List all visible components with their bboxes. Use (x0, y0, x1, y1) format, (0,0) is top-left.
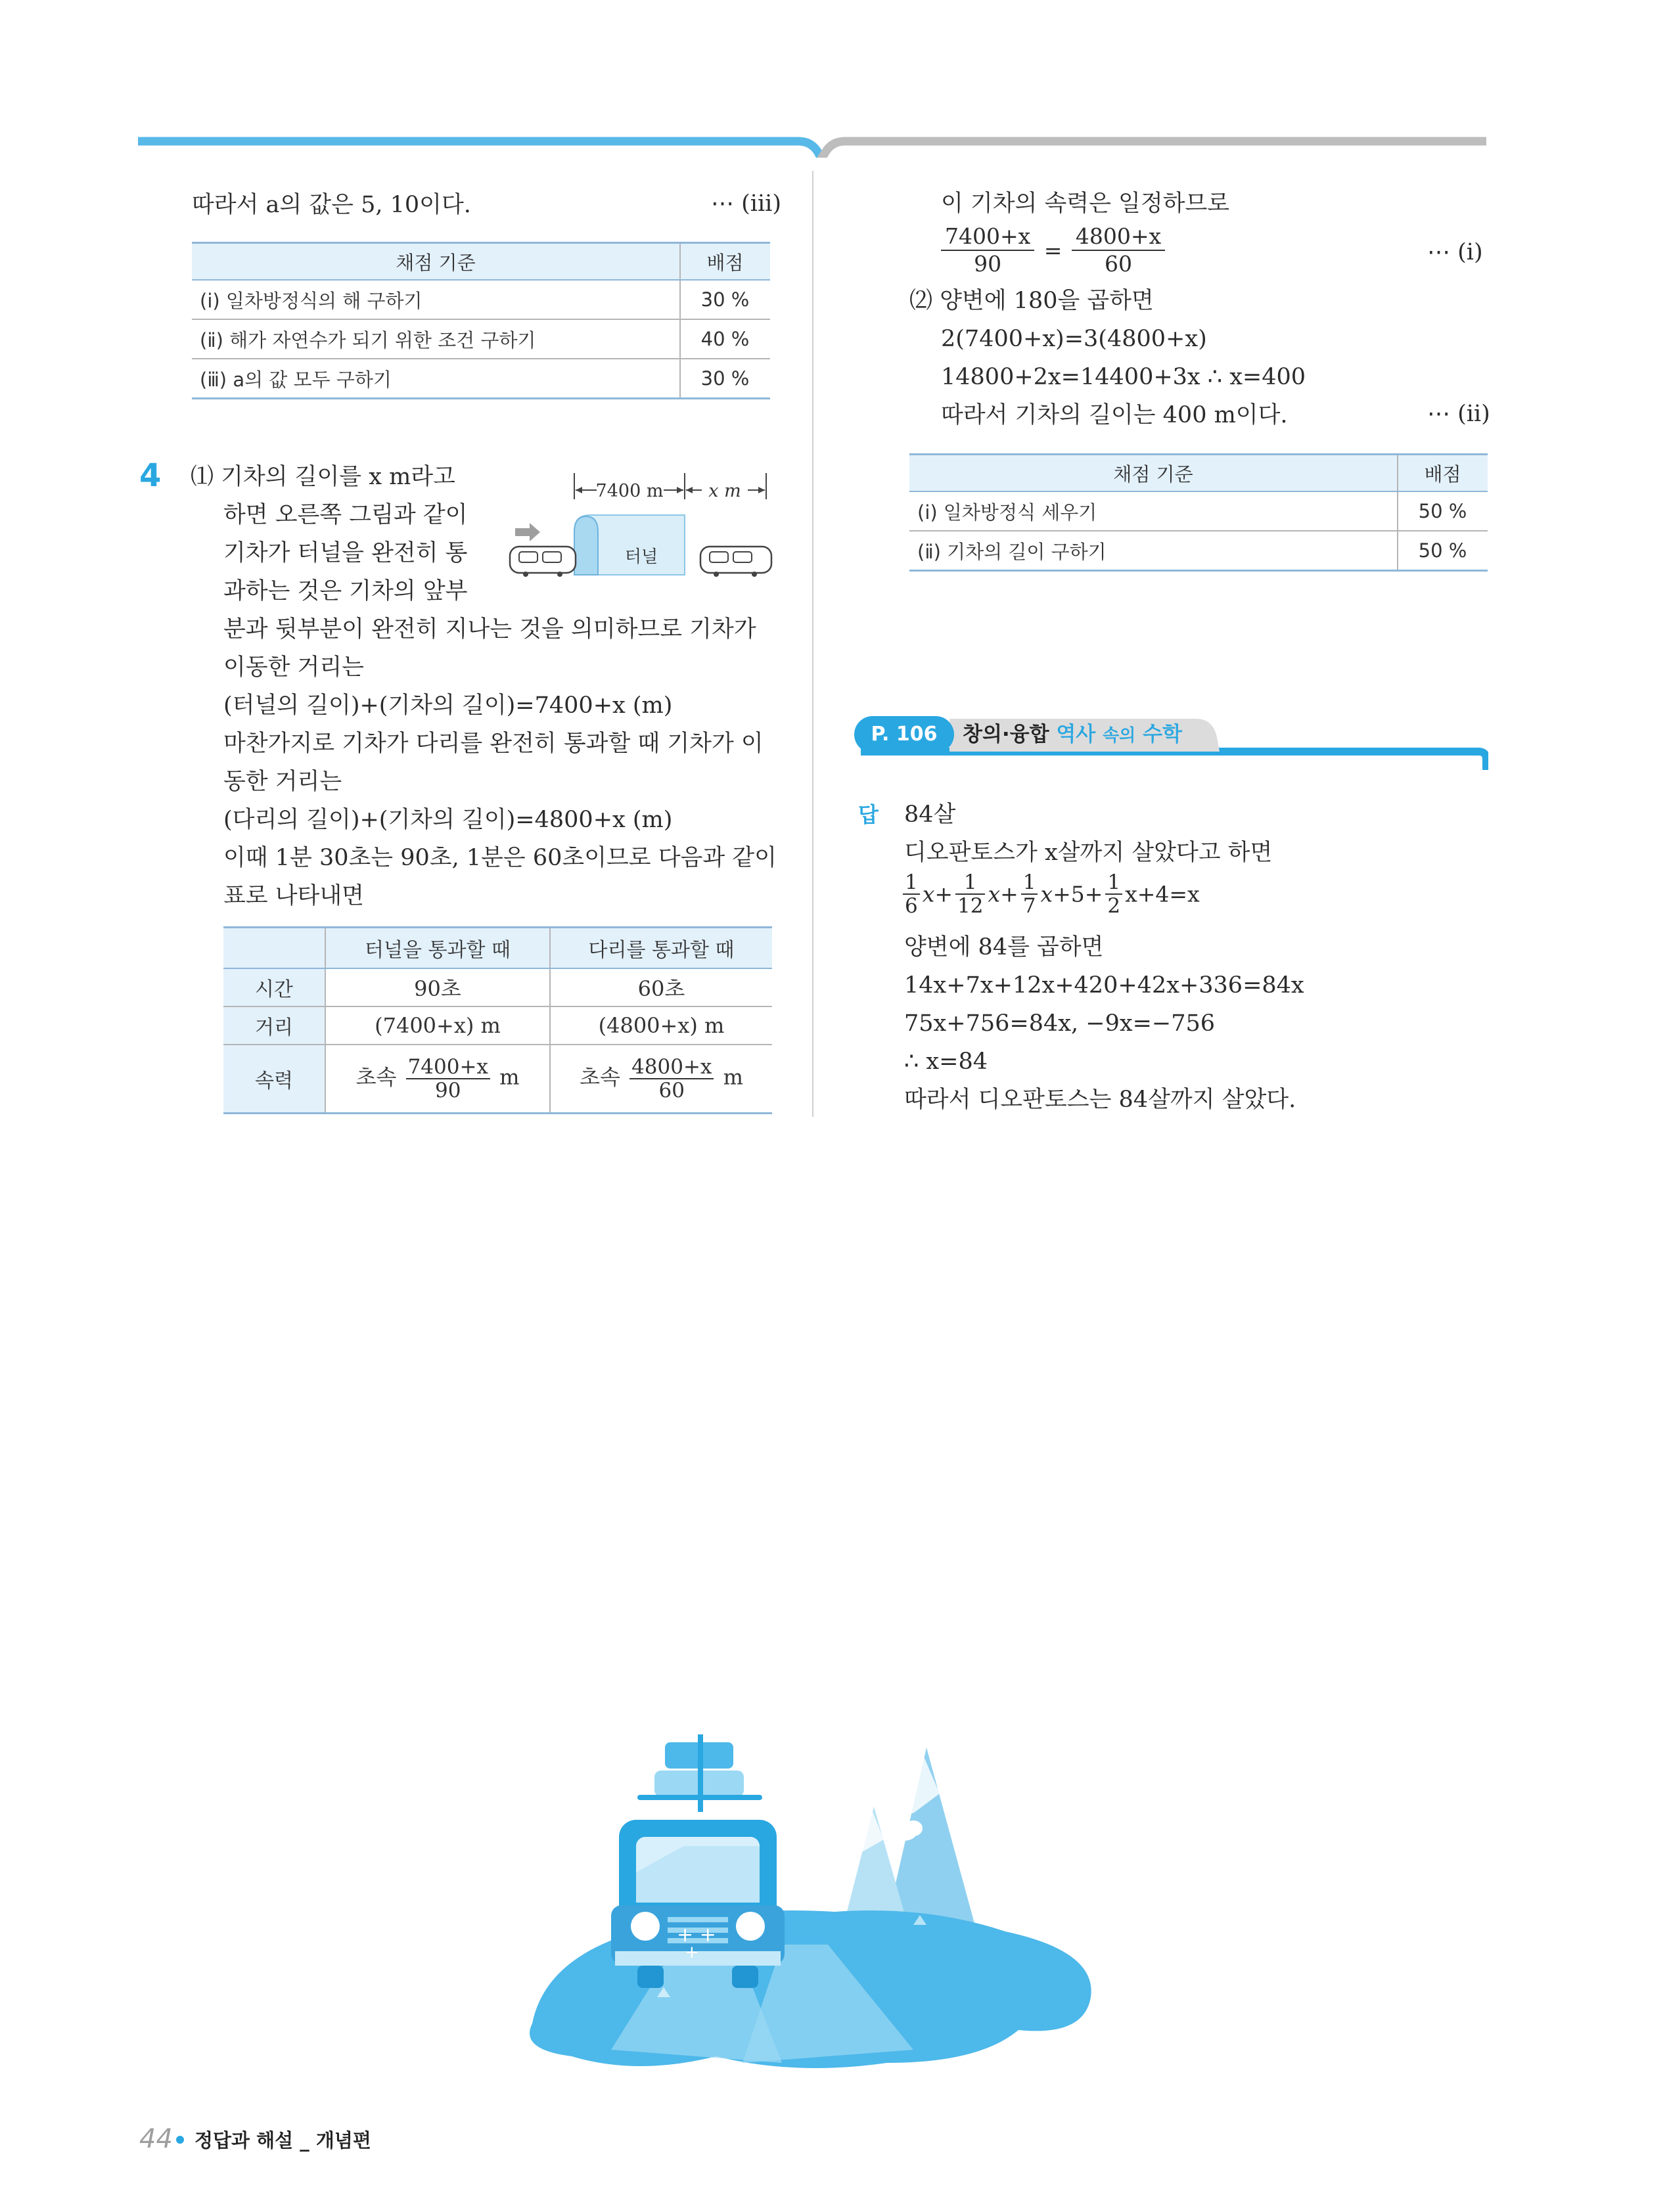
table2-row-pct: 50 % (1398, 531, 1488, 571)
speed-prefix: 초속 (355, 1064, 397, 1090)
fraction-denominator: 90 (974, 251, 1002, 277)
speed-unit: m (723, 1064, 743, 1090)
time-tunnel: 90초 (325, 968, 550, 1006)
footer-bullet-icon (176, 2136, 184, 2144)
distance-tunnel: (7400+x) m (325, 1006, 550, 1045)
fraction-denominator: 12 (957, 894, 984, 918)
table1-row-pct: 30 % (680, 280, 770, 319)
p4-line: (다리의 길이)+(기차의 길이)=4800+x (m) (223, 807, 673, 833)
speed-tunnel (325, 1045, 550, 1113)
answer-value: 84살 (904, 801, 956, 828)
section-title (963, 716, 1182, 754)
table1-header-points: 배점 (680, 243, 770, 281)
eq1-left-fraction (941, 223, 1034, 277)
eq-fraction (1021, 871, 1038, 917)
p4-line: 하면 오른쪽 그림과 같이 (223, 502, 468, 528)
table1-row-label: (ⅲ) a의 값 모두 구하기 (192, 359, 680, 399)
fraction-denominator: 60 (658, 1078, 685, 1102)
scoring-table-2 (909, 453, 1488, 572)
equation-1: $\frac{7400+x}{90}$ = $\frac{4800+x}{60}$ (938, 223, 1168, 277)
solution-line: 디오판토스가 x살까지 살았다고 하면 (904, 840, 1273, 866)
speed-fraction-bridge (629, 1056, 714, 1102)
problem-number: 4 (139, 457, 162, 494)
table2-row-label: (ⅱ) 기차의 길이 구하기 (909, 531, 1398, 571)
eq-fraction (903, 871, 920, 917)
train-left-icon (510, 547, 576, 577)
right-line: 따라서 기차의 길이는 400 m이다. (941, 402, 1288, 428)
solution-line: 14x+7x+12x+420+42x+336=84x (904, 972, 1304, 999)
fraction-numerator: 1 (903, 871, 920, 895)
eq1-mark: ⋯ (ⅰ) (1427, 239, 1483, 265)
answer-label: 답 (858, 802, 879, 827)
fraction-denominator: 90 (435, 1078, 461, 1102)
fraction-denominator: 2 (1107, 894, 1121, 918)
mark-ii: ⋯ (ⅱ) (1427, 401, 1490, 427)
speed-bridge (550, 1045, 772, 1113)
fraction-numerator: 1 (955, 871, 985, 895)
page-badge: P. 106 (854, 716, 954, 753)
time-bridge: 60초 (550, 968, 772, 1006)
speed-header-tunnel: 터널을 통과할 때 (325, 928, 550, 969)
svg-text:+: + (685, 1943, 699, 1962)
p4-line: 분과 뒷부분이 완전히 지나는 것을 의미하므로 기차가 (223, 616, 756, 643)
speed-header-empty (223, 928, 325, 969)
solution-line: ∴ x=84 (904, 1049, 988, 1075)
p4-line: (터널의 길이)+(기차의 길이)=7400+x (m) (223, 692, 673, 719)
svg-text:+ +: + + (677, 1924, 716, 1947)
table1-header-criteria: 채점 기준 (192, 243, 680, 281)
table1-row-label: (ⅱ) 해가 자연수가 되기 위한 조건 구하기 (192, 319, 680, 359)
p4-line: 이때 1분 30초는 90초, 1분은 60초이므로 다음과 같이 (223, 845, 777, 871)
dim-label-train: x m (708, 481, 741, 501)
fraction-denominator: 60 (1105, 251, 1133, 277)
p4-line: ⑴ 기차의 길이를 x m라고 (191, 464, 455, 490)
speed-header-bridge: 다리를 통과할 때 (550, 928, 772, 969)
eq1-right-fraction (1072, 223, 1165, 277)
p4-line: 기차가 터널을 완전히 통 (223, 540, 468, 566)
section-title-part: 창의·융합 (963, 723, 1049, 746)
solution-line: 따라서 디오판토스는 84살까지 살았다. (904, 1087, 1296, 1113)
train-right-icon (700, 547, 771, 577)
fraction-numerator: 4800+x (629, 1056, 714, 1079)
solution-line: 75x+756=84x, −9x=−756 (904, 1010, 1216, 1037)
section-title-part: 속의 (1103, 726, 1136, 746)
fraction-numerator: 7400+x (941, 223, 1034, 251)
eq-fraction (1105, 871, 1122, 917)
eq-fraction (955, 871, 985, 917)
train-tunnel-figure (506, 460, 775, 581)
table1-row-label: (ⅰ) 일차방정식의 해 구하기 (192, 280, 680, 319)
row-label-time: 시간 (223, 968, 325, 1006)
table1-row-pct: 40 % (680, 319, 770, 359)
scoring-table-1 (192, 242, 770, 399)
right-line: 2(7400+x)=3(4800+x) (941, 326, 1207, 352)
tunnel-label: 터널 (624, 547, 658, 567)
fraction-numerator: 1 (1021, 871, 1038, 895)
fraction-numerator: 7400+x (406, 1056, 490, 1079)
table2-header-points: 배점 (1398, 455, 1488, 492)
fraction-numerator: 1 (1105, 871, 1122, 895)
speed-prefix: 초속 (580, 1064, 620, 1090)
conclusion-mark: ⋯ (iii) (711, 191, 782, 217)
row-label-distance: 거리 (223, 1006, 325, 1045)
footer-title: 정답과 해설 _ 개념편 (194, 2129, 371, 2152)
dim-label-tunnel: 7400 m (595, 481, 664, 501)
right-line: 14800+2x=14400+3x ∴ x=400 (941, 364, 1306, 390)
section-title-part: 수학 (1143, 723, 1182, 746)
conclusion-text: 따라서 a의 값은 5, 10이다. (192, 192, 471, 218)
section-header (854, 716, 1488, 770)
p4-line: 마찬가지로 기차가 다리를 완전히 통과할 때 기차가 이 (223, 731, 764, 757)
speed-table (223, 926, 772, 1114)
top-rule (0, 0, 1669, 158)
row-label-speed: 속력 (223, 1045, 325, 1113)
right-line: ⑵ 양변에 180을 곱하면 (909, 288, 1154, 314)
p4-line: 과하는 것은 기차의 앞부 (223, 578, 468, 604)
table1-row-pct: 30 % (680, 359, 770, 399)
fraction-denominator: 6 (905, 894, 918, 918)
table2-row-pct: 50 % (1398, 491, 1488, 531)
speed-unit: m (499, 1064, 520, 1090)
solution-equation: $\frac{1}{6}$ x+ $\frac{1}{12}$ x+ $\frac{1}{7}$ x+5+ $\frac{1}{2}$ x+4=x (900, 871, 1200, 917)
p4-line: 표로 나타내면 (223, 883, 364, 909)
column-divider (812, 171, 813, 1117)
direction-arrow-icon (515, 523, 540, 541)
section-title-part: 역사 (1056, 723, 1096, 746)
p4-line: 이동한 거리는 (223, 654, 364, 681)
eq-tail: x+4=x (1125, 881, 1200, 907)
fraction-numerator: 4800+x (1072, 223, 1165, 251)
table2-header-criteria: 채점 기준 (909, 455, 1398, 492)
table2-row-label: (ⅰ) 일차방정식 세우기 (909, 491, 1398, 531)
p4-line: 동한 거리는 (223, 769, 342, 795)
speed-fraction-tunnel (406, 1056, 490, 1102)
page-number: 44 (139, 2124, 173, 2154)
fraction-denominator: 7 (1022, 894, 1036, 918)
right-intro: 이 기차의 속력은 일정하므로 (941, 191, 1230, 217)
solution-line: 양변에 84를 곱하면 (904, 934, 1104, 960)
distance-bridge: (4800+x) m (550, 1006, 772, 1045)
car-mountain-illustration (519, 1708, 1143, 2076)
